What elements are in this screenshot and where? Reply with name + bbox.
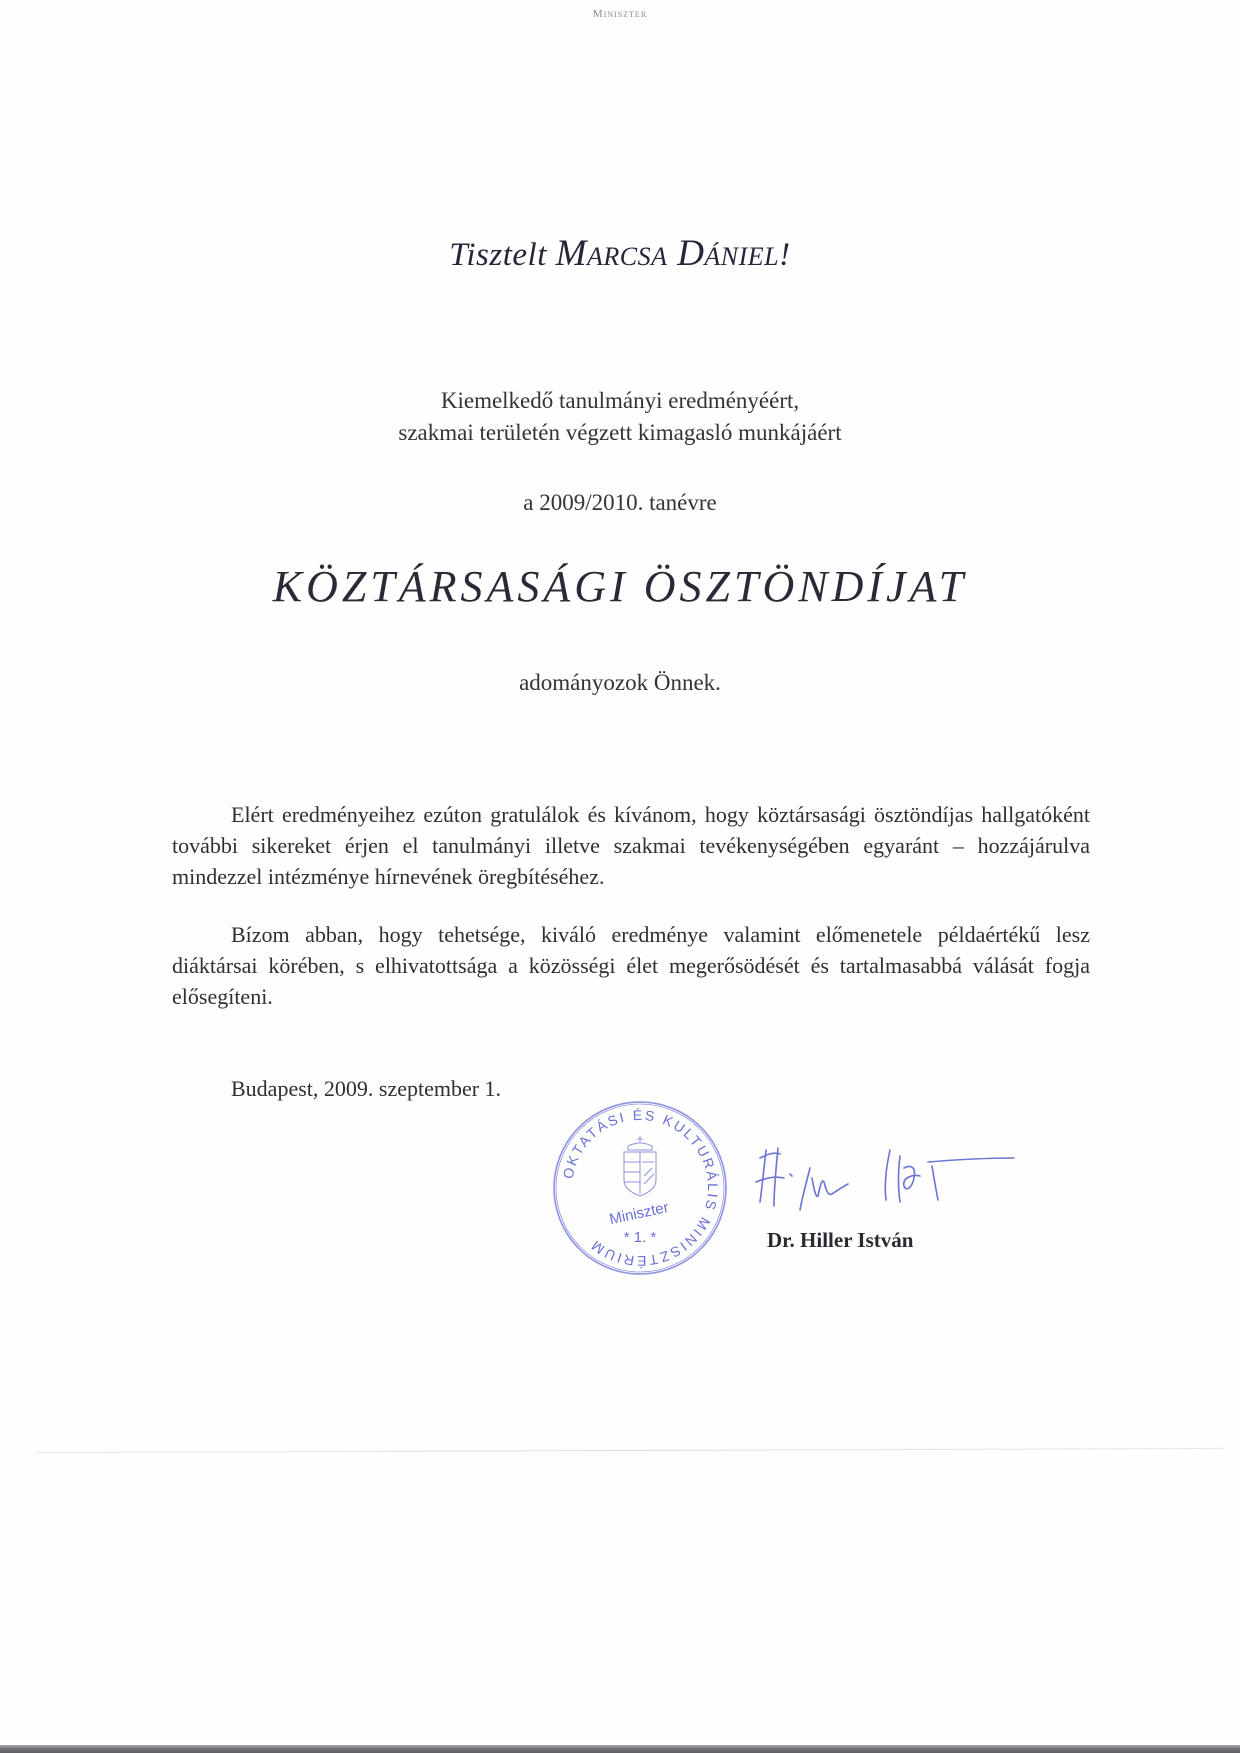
place-and-date: Budapest, 2009. szeptember 1. xyxy=(231,1076,502,1101)
award-title: KÖZTÁRSASÁGI ÖSZTÖNDÍJAT xyxy=(272,562,968,611)
academic-year: a 2009/2010. tanévre xyxy=(523,490,717,515)
salutation-suffix: ! xyxy=(779,237,791,273)
signature-block xyxy=(0,1096,1240,1296)
stamp-ring-text: OKTATÁSI ÉS KULTURÁLIS MINISZTÉRIUM xyxy=(559,1106,722,1270)
body-paragraph-2: Bízom abban, hogy tehetsége, kiváló eredménye valamint előmenetele példaértékű lesz diáktársai körében, s elhivatottsága a közösségi élet megerősödését és tartalmasabbá válását fogja elősegíteni. xyxy=(172,922,1090,1009)
reason-line-2: szakmai területén végzett kimagasló munkájáért xyxy=(398,420,842,445)
stamp-center-text: Miniszter xyxy=(607,1199,671,1229)
page-fold-line xyxy=(36,1448,1224,1453)
reason-block xyxy=(0,385,1240,449)
handwritten-signature xyxy=(752,1138,1032,1218)
salutation-prefix: Tisztelt xyxy=(449,237,547,273)
signer-name: Dr. Hiller István xyxy=(767,1228,914,1252)
recipient-name: Marcsa Dániel xyxy=(555,233,780,274)
stamp-number: * 1. * xyxy=(623,1229,657,1246)
reason-line-1: Kiemelkedő tanulmányi eredményéért, xyxy=(440,388,800,413)
body-paragraph-1: Elért eredményeihez ezúton gratulálok és kívánom, hogy köztársasági ösztöndíjas hallgatóként további sikereket érjen el tanulmányi illetve szakmai tevékenységében egyaránt – hozzájárulva mindezzel intézménye hírnevének öregbítéséhez. xyxy=(172,802,1090,889)
scanner-edge xyxy=(0,1745,1240,1753)
letterhead-title: Miniszter xyxy=(592,8,648,20)
official-stamp xyxy=(548,1096,732,1280)
coat-of-arms-icon xyxy=(624,1136,656,1196)
grant-line: adományozok Önnek. xyxy=(519,670,721,695)
salutation xyxy=(0,232,1240,277)
